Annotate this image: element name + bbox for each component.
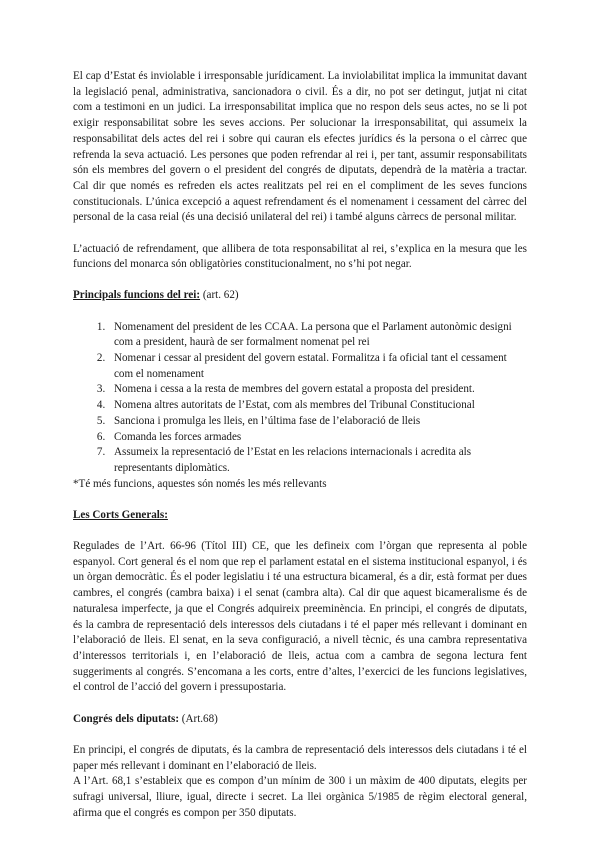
functions-heading: Principals funcions del rei: <box>73 289 201 302</box>
congres-heading: Congrés dels diputats: <box>73 712 180 725</box>
list-item: 2. Nomenar i cessar al president del govern estatal. Formalitza i fa oficial tant el cessament com el nomenament <box>108 351 527 382</box>
list-item: 3. Nomena i cessa a la resta de membres del govern estatal a proposta del president. <box>108 382 527 398</box>
functions-list <box>73 320 527 477</box>
corts-paragraph: Regulades de l’Art. 66-96 (Títol III) CE, que les defineix com l’òrgan que representa al poble espanyol. Cort general és el nom que rep el parlament estatal en el sistema institucional espanyol, i és un òrgan democràtic. És el poder legislatiu i té una estructura bicameral, és a dir, està format per dues cambres, el congrés (cambra baixa) i el senat (cambra alta). Cal dir que aquest bicameralisme és de naturalesa imperfecte, ja que el Congrés adquireix preeminència. En principi, el congrés de diputats, és la cambra de representació dels interessos dels ciutadans i té el paper més rellevant i dominant en l’elaboració de lleis. El senat, en la seva configuració, a nivell tècnic, és una cambra representativa d’interessos territorials i, en l’elaboració de lleis, actua com a cambra de segona lectura fent suggeriments al congrés. S’encomana a les corts, entre d’altes, l’exercici de les funcions legislatives, el control de l’acció del govern i pressupostaria. <box>73 540 527 694</box>
corts-heading-line <box>73 508 527 524</box>
functions-heading-line <box>73 288 527 304</box>
functions-article-ref: (art. 62) <box>200 289 239 302</box>
corts-heading: Les Corts Generals: <box>73 508 168 521</box>
list-item: 5. Sanciona i promulga les lleis, en l’última fase de l’elaboració de lleis <box>108 414 527 430</box>
list-item: 6. Comanda les forces armades <box>108 430 527 446</box>
congres-paragraph-1: En principi, el congrés de diputats, és la cambra de representació dels interessos dels ciutadans i té el paper més rellevant i dominant en l’elaboració de lleis. <box>73 743 527 772</box>
congres-heading-line <box>73 712 527 728</box>
list-item: 4. Nomena altres autoritats de l’Estat, com als membres del Tribunal Constitucional <box>108 398 527 414</box>
congres-article-ref: (Art.68) <box>179 712 218 725</box>
congres-paragraph-2: A l’Art. 68,1 s’estableix que es compon d’un mínim de 300 i un màxim de 400 diputats, elegits per sufragi universal, lliure, igual, directe i secret. La llei orgànica 5/1985 de règim electoral general, afirma que el congrés es compon per 350 diputats. <box>73 775 527 819</box>
intro-paragraph-1: El cap d’Estat és inviolable i irresponsable jurídicament. La inviolabilitat implica la immunitat davant la legislació penal, administrativa, sancionadora o civil. És a dir, no pot ser detingut, jutjat ni citat com a testimoni en un judici. La irresponsabilitat implica que no respon dels seus actes, no se li pot exigir responsabilitat sobre les seves accions. Per solucionar la irresponsabilitat, qui assumeix la responsabilitat dels actes del rei i sobre qui cauran els efectes jurídics és la persona o el càrrec que refrenda la seva actuació. Les persones que poden refrendar al rei i, per tant, assumir responsabilitats són els membres del govern o el president del congrés de diputats, dependrà de la matèria a tractar. Cal dir que només es refreden els actes realitzats pel rei en el compliment de les seves funcions constitucionals. L’única excepció a aquest refrendament és el nomenament i cessament del càrrec del personal de la casa reial (és una decisió unilateral del rei) i també alguns càrrecs de personal militar. <box>73 70 527 224</box>
functions-note: *Té més funcions, aquestes són només les més rellevants <box>73 477 327 490</box>
intro-paragraph-2: L’actuació de refrendament, que allibera de tota responsabilitat al rei, s’explica en la mesura que les funcions del monarca són obligatòries constitucionalment, no s’hi pot negar. <box>73 242 527 271</box>
list-item: 7. Assumeix la representació de l’Estat en les relacions internacionals i acredita als representants diplomàtics. <box>108 445 527 476</box>
list-item: 1. Nomenament del president de les CCAA. La persona que el Parlament autonòmic designi com a president, haurà de ser formalment nomenat pel rei <box>108 320 527 351</box>
